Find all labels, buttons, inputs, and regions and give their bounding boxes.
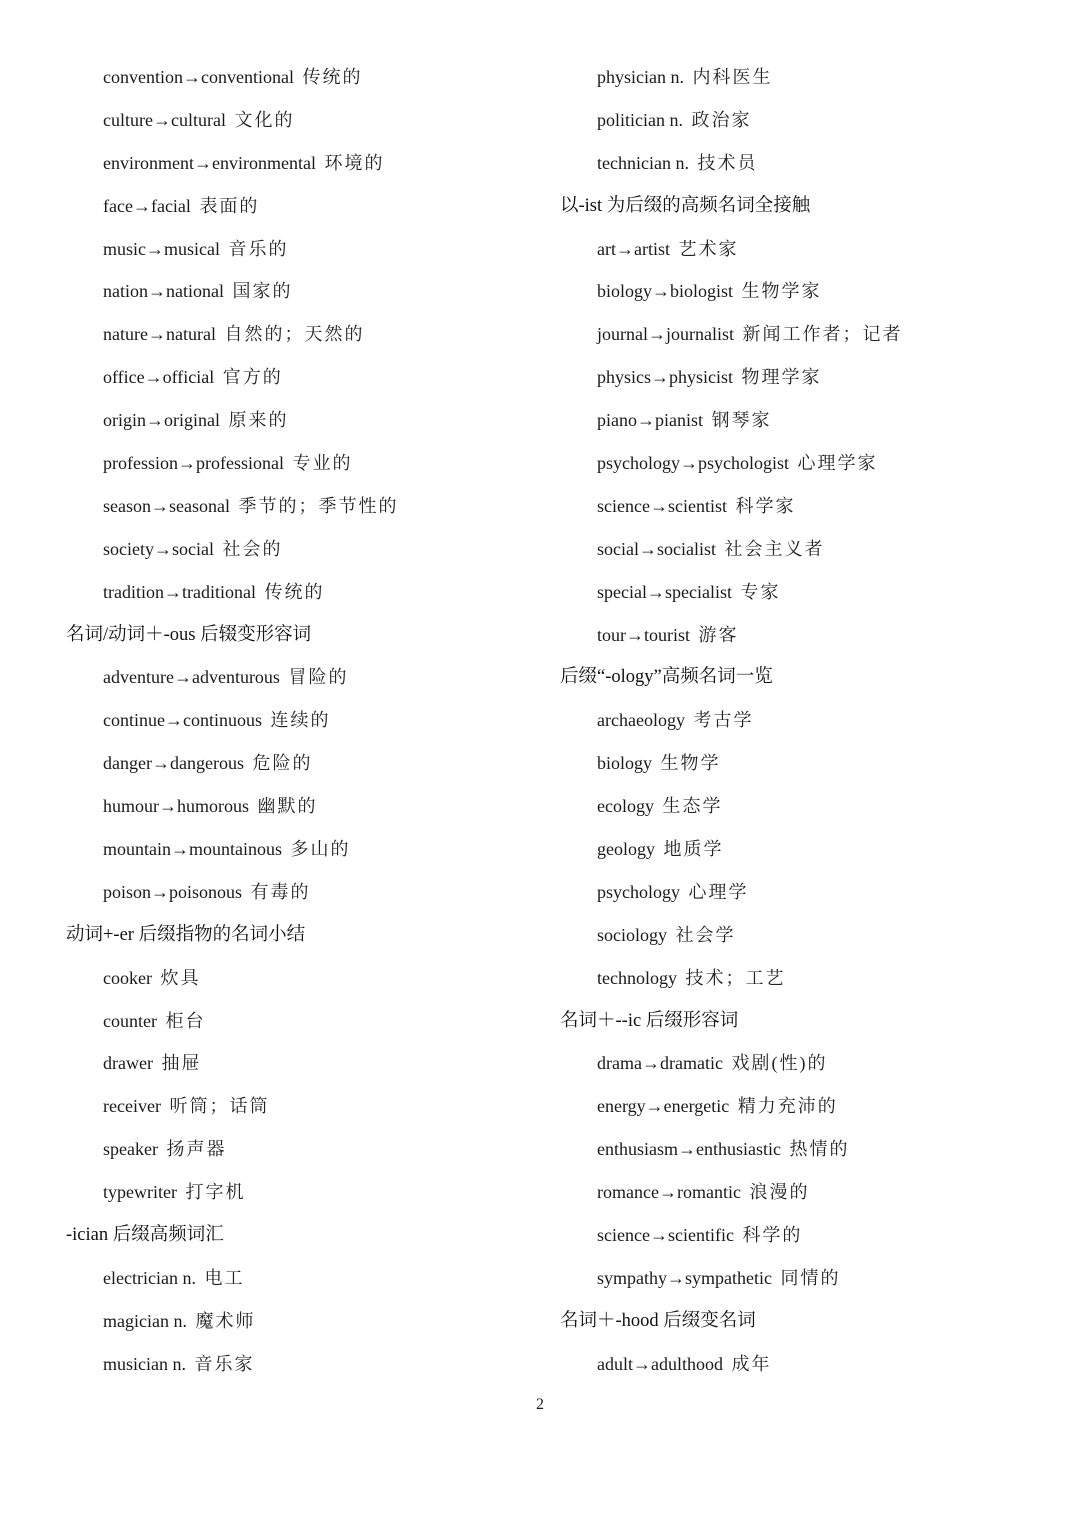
vocab-entry	[66, 313, 536, 356]
chinese-meaning: 生物学	[660, 753, 721, 774]
vocab-entry	[560, 614, 1040, 657]
vocab-entry	[66, 1343, 536, 1386]
chinese-meaning: 环境的	[324, 152, 385, 173]
vocab-entry	[560, 528, 1040, 571]
vocab-entry	[560, 99, 1040, 142]
english-term: archaeology	[597, 710, 685, 731]
english-term: science→scientific	[597, 1225, 734, 1246]
vocab-entry	[66, 828, 536, 871]
chinese-meaning: 心理学家	[797, 453, 878, 474]
vocab-entry	[560, 1257, 1040, 1300]
english-term: physician n.	[597, 67, 684, 87]
chinese-meaning: 社会的	[222, 538, 283, 559]
english-term: physics→physicist	[597, 367, 734, 388]
vocab-entry	[66, 228, 536, 271]
english-term: social→socialist	[597, 538, 716, 559]
section-heading: 后缀“-ology”高频名词一览	[560, 667, 773, 688]
vocab-entry	[560, 1085, 1040, 1128]
vocab-entry	[66, 142, 536, 185]
chinese-meaning: 自然的；天然的	[224, 324, 365, 345]
vocab-entry	[66, 56, 536, 99]
english-term: psychology→psychologist	[597, 453, 789, 474]
chinese-meaning: 同情的	[780, 1267, 841, 1288]
vocab-entry	[560, 871, 1040, 914]
vocab-entry	[66, 1042, 536, 1085]
chinese-meaning: 音乐的	[228, 238, 289, 259]
chinese-meaning: 魔术师	[195, 1310, 256, 1331]
english-term: psychology	[597, 881, 680, 902]
vocab-entry	[66, 699, 536, 742]
vocab-entry	[66, 1128, 536, 1171]
english-term: society→social	[103, 538, 214, 559]
english-term: adult→adulthood	[597, 1353, 723, 1374]
vocab-entry	[560, 785, 1040, 828]
chinese-meaning: 幽默的	[257, 796, 318, 817]
chinese-meaning: 考古学	[693, 710, 754, 731]
vocab-entry	[66, 1000, 536, 1043]
vocab-entry	[560, 313, 1040, 356]
chinese-meaning: 成年	[731, 1353, 772, 1374]
vocab-entry	[560, 742, 1040, 785]
chinese-meaning: 连续的	[270, 710, 331, 731]
chinese-meaning: 精力充沛的	[737, 1096, 838, 1117]
vocab-entry	[66, 528, 536, 571]
chinese-meaning: 炊具	[160, 967, 201, 988]
chinese-meaning: 文化的	[234, 109, 295, 130]
vocab-entry	[560, 1042, 1040, 1085]
english-term: tour→tourist	[597, 624, 690, 645]
chinese-meaning: 听筒；话筒	[169, 1096, 270, 1117]
chinese-meaning: 技术；工艺	[685, 967, 786, 988]
vocab-entry	[66, 99, 536, 142]
english-term: politician n.	[597, 109, 683, 130]
chinese-meaning: 多山的	[290, 839, 351, 860]
chinese-meaning: 官方的	[222, 367, 283, 388]
vocab-entry	[66, 656, 536, 699]
vocab-entry	[560, 1128, 1040, 1171]
chinese-meaning: 打字机	[185, 1182, 246, 1203]
vocab-entry	[66, 957, 536, 1000]
chinese-meaning: 游客	[698, 624, 739, 645]
english-term: nation→national	[103, 281, 224, 302]
english-term: electrician n.	[103, 1267, 196, 1288]
vocab-entry	[66, 785, 536, 828]
chinese-meaning: 表面的	[199, 195, 260, 216]
english-term: geology	[597, 839, 655, 860]
english-term: typewriter	[103, 1182, 177, 1203]
vocab-entry	[66, 871, 536, 914]
english-term: art→artist	[597, 238, 670, 259]
chinese-meaning: 冒险的	[288, 667, 349, 688]
chinese-meaning: 有毒的	[250, 881, 311, 902]
english-term: mountain→mountainous	[103, 839, 282, 860]
english-term: face→facial	[103, 195, 191, 216]
chinese-meaning: 心理学	[688, 881, 749, 902]
vocab-entry	[560, 1343, 1040, 1386]
english-term: biology→biologist	[597, 281, 734, 302]
chinese-meaning: 柜台	[165, 1010, 206, 1031]
english-term: magician n.	[103, 1310, 187, 1331]
vocab-entry	[560, 228, 1040, 271]
english-term: speaker	[103, 1139, 158, 1160]
chinese-meaning: 专家	[740, 581, 781, 602]
vocab-entry	[66, 485, 536, 528]
vocab-entry	[560, 442, 1040, 485]
chinese-meaning: 戏剧(性)的	[731, 1053, 828, 1074]
section-heading: 动词+-er 后缀指物的名词小结	[66, 924, 306, 945]
english-term: culture→cultural	[103, 109, 226, 130]
english-term: enthusiasm→enthusiastic	[597, 1139, 781, 1160]
vocab-entry	[560, 1171, 1040, 1214]
english-term: sociology	[597, 924, 667, 945]
english-term: adventure→adventurous	[103, 667, 280, 688]
vocab-entry	[560, 828, 1040, 871]
chinese-meaning: 电工	[204, 1267, 245, 1288]
vocab-entry	[560, 957, 1040, 1000]
chinese-meaning: 传统的	[302, 67, 363, 87]
english-term: profession→professional	[103, 453, 284, 474]
english-term: counter	[103, 1010, 157, 1031]
section-heading: 名词＋-hood 后缀变名词	[560, 1310, 756, 1331]
chinese-meaning: 科学家	[735, 495, 796, 516]
vocab-entry	[66, 1171, 536, 1214]
section-heading: -ician 后缀高频词汇	[66, 1225, 224, 1246]
chinese-meaning: 专业的	[292, 453, 353, 474]
section-heading: 以-ist 为后缀的高频名词全接触	[560, 195, 811, 216]
english-term: cooker	[103, 967, 152, 988]
chinese-meaning: 原来的	[228, 410, 289, 431]
english-term: poison→poisonous	[103, 881, 243, 902]
english-term: musician n.	[103, 1353, 186, 1374]
vocab-entry	[66, 356, 536, 399]
right-column	[560, 56, 1040, 1386]
vocab-entry	[66, 399, 536, 442]
vocab-entry	[560, 356, 1040, 399]
chinese-meaning: 技术员	[697, 152, 758, 173]
vocab-entry	[560, 56, 1040, 99]
page-number: 2	[536, 1396, 544, 1413]
english-term: music→musical	[103, 238, 220, 259]
chinese-meaning: 地质学	[663, 839, 724, 860]
chinese-meaning: 社会主义者	[724, 538, 825, 559]
vocab-entry	[66, 1085, 536, 1128]
english-term: science→scientist	[597, 495, 727, 516]
english-term: drawer	[103, 1053, 153, 1074]
chinese-meaning: 政治家	[691, 109, 752, 130]
english-term: receiver	[103, 1096, 161, 1117]
chinese-meaning: 艺术家	[678, 238, 739, 259]
section-heading: 名词＋--ic 后缀形容词	[560, 1010, 739, 1031]
chinese-meaning: 传统的	[264, 581, 325, 602]
vocab-entry	[66, 1300, 536, 1343]
chinese-meaning: 生态学	[662, 796, 723, 817]
english-term: convention→conventional	[103, 67, 294, 87]
chinese-meaning: 扬声器	[166, 1139, 227, 1160]
english-term: danger→dangerous	[103, 753, 244, 774]
vocab-entry	[66, 571, 536, 614]
vocab-entry	[66, 185, 536, 228]
chinese-meaning: 危险的	[252, 753, 313, 774]
vocab-entry	[560, 1214, 1040, 1257]
english-term: journal→journalist	[597, 324, 734, 345]
chinese-meaning: 热情的	[789, 1139, 850, 1160]
vocab-entry	[66, 442, 536, 485]
chinese-meaning: 季节的；季节性的	[238, 495, 399, 516]
english-term: piano→pianist	[597, 410, 703, 431]
english-term: romance→romantic	[597, 1182, 741, 1203]
vocab-entry	[560, 485, 1040, 528]
chinese-meaning: 社会学	[675, 924, 736, 945]
english-term: special→specialist	[597, 581, 732, 602]
chinese-meaning: 钢琴家	[711, 410, 772, 431]
english-term: biology	[597, 753, 653, 774]
english-term: nature→natural	[103, 324, 216, 345]
vocab-entry	[66, 270, 536, 313]
english-term: origin→original	[103, 410, 220, 431]
vocab-entry	[560, 270, 1040, 313]
english-term: tradition→traditional	[103, 581, 256, 602]
english-term: energy→energetic	[597, 1096, 730, 1117]
english-term: season→seasonal	[103, 495, 230, 516]
vocab-entry	[66, 742, 536, 785]
english-term: sympathy→sympathetic	[597, 1267, 772, 1288]
vocab-entry	[560, 914, 1040, 957]
left-column	[66, 56, 536, 1386]
vocab-entry	[560, 699, 1040, 742]
chinese-meaning: 物理学家	[741, 367, 822, 388]
english-term: ecology	[597, 796, 654, 817]
chinese-meaning: 国家的	[232, 281, 293, 302]
chinese-meaning: 内科医生	[692, 67, 773, 87]
vocab-entry	[560, 571, 1040, 614]
chinese-meaning: 生物学家	[741, 281, 822, 302]
chinese-meaning: 抽屉	[161, 1053, 202, 1074]
vocab-entry	[560, 142, 1040, 185]
vocab-entry	[560, 399, 1040, 442]
english-term: technician n.	[597, 152, 689, 173]
english-term: environment→environmental	[103, 152, 316, 173]
section-heading: 名词/动词＋-ous 后辍变形容词	[66, 624, 312, 645]
chinese-meaning: 音乐家	[194, 1353, 255, 1374]
english-term: continue→continuous	[103, 710, 262, 731]
english-term: humour→humorous	[103, 796, 249, 817]
english-term: drama→dramatic	[597, 1053, 723, 1074]
chinese-meaning: 浪漫的	[749, 1182, 810, 1203]
english-term: technology	[597, 967, 677, 988]
vocab-entry	[66, 1257, 536, 1300]
english-term: office→official	[103, 367, 215, 388]
chinese-meaning: 新闻工作者；记者	[742, 324, 903, 345]
chinese-meaning: 科学的	[742, 1225, 803, 1246]
